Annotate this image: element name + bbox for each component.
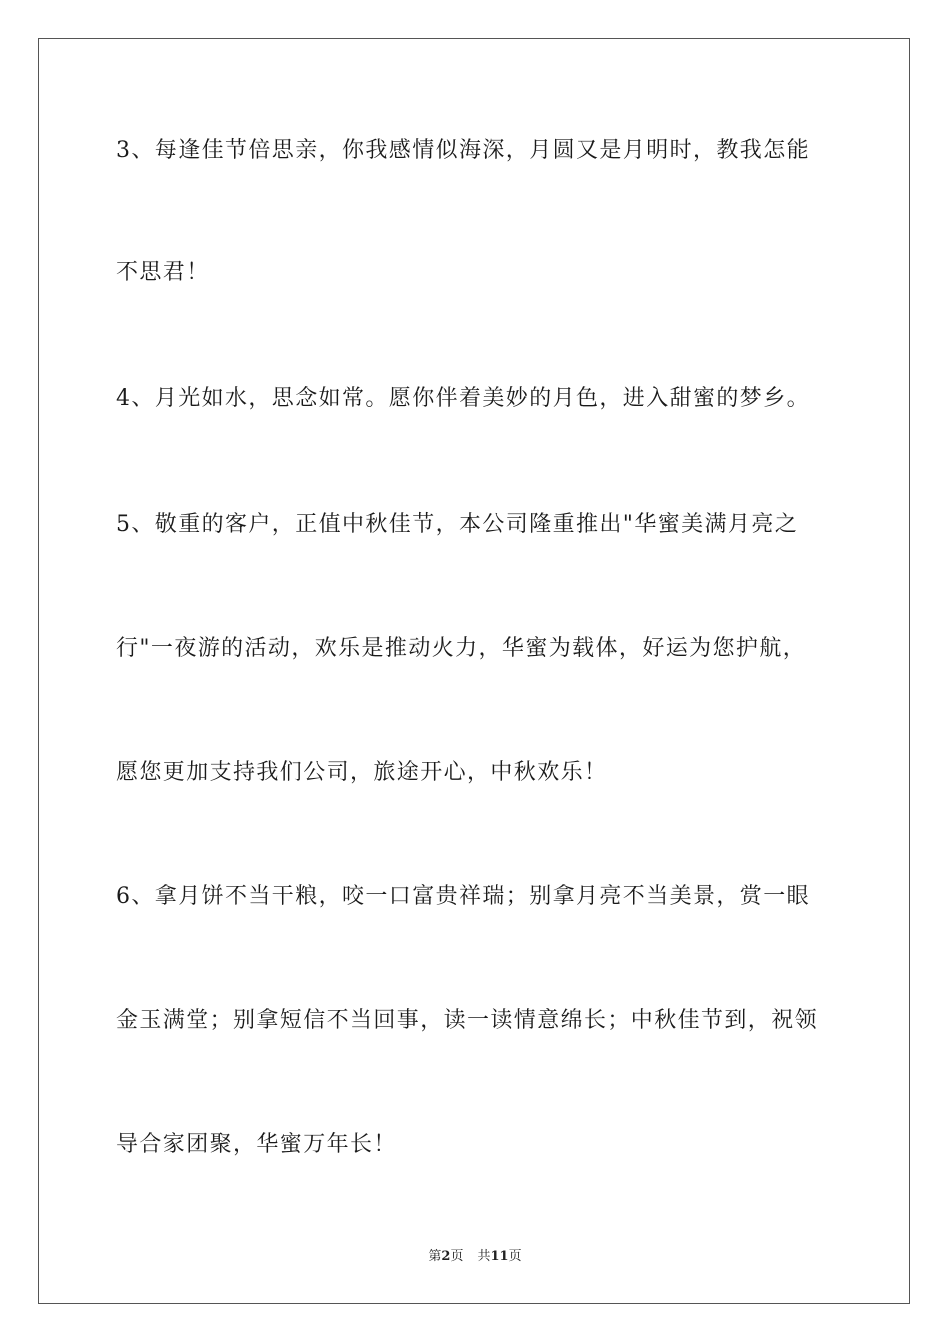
page-frame [38,38,910,1304]
total-suffix: 页 [508,1249,522,1264]
total-prefix: 共 [477,1249,491,1264]
text-line-1: 3、每逢佳节倍思亲，你我感情似海深，月圆又是月明时，教我怎能 [116,138,810,163]
text-line-2: 不思君！ [116,260,210,285]
page-suffix: 页 [450,1249,464,1264]
text-line-8: 金玉满堂；别拿短信不当回事，读一读情意绵长；中秋佳节到，祝领 [116,1008,819,1033]
page-footer [0,1248,950,1266]
text-line-4: 5、敬重的客户，正值中秋佳节，本公司隆重推出"华蜜美满月亮之 [116,512,799,537]
text-line-5: 行"一夜游的活动，欢乐是推动火力，华蜜为载体，好运为您护航， [116,636,807,661]
text-line-3: 4、月光如水，思念如常。愿你伴着美妙的月色，进入甜蜜的梦乡。 [116,386,810,411]
text-line-9: 导合家团聚，华蜜万年长！ [116,1132,397,1157]
text-line-6: 愿您更加支持我们公司，旅途开心，中秋欢乐！ [116,760,608,785]
page-prefix: 第 [428,1249,442,1264]
total-pages: 11 [490,1249,509,1264]
text-line-7: 6、拿月饼不当干粮，咬一口富贵祥瑞；别拿月亮不当美景，赏一眼 [116,884,810,909]
page-number: 2 [441,1249,451,1264]
